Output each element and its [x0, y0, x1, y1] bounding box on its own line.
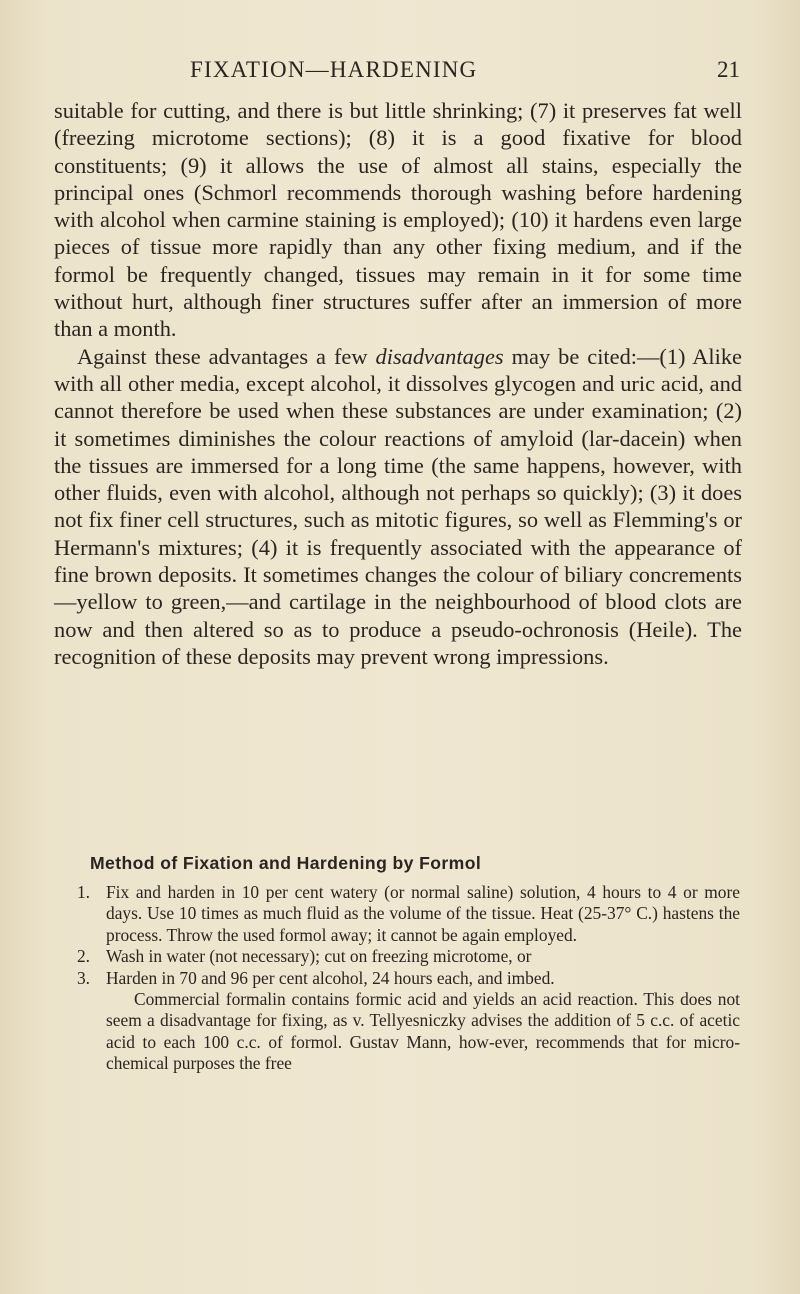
method-step-1 [62, 882, 740, 946]
paragraph-advantages [54, 97, 742, 343]
body-text [54, 97, 742, 670]
step-text: Wash in water (not necessary); cut on freezing microtome, or [106, 946, 532, 967]
emphasis-disadvantages: disadvantages [375, 343, 504, 369]
method-steps [62, 882, 740, 1075]
page-header [190, 57, 740, 91]
step-text: Harden in 70 and 96 per cent alcohol, 24 hours each, and imbed. [106, 967, 555, 988]
paragraph-text: may be cited:—(1) Alike with all other media, except alcohol, it dissolves glycogen and uric acid, and cannot therefore be used when these substances are under examination; (2) it sometimes diminishes the colour reactions of amyloid (lar-dacein) when the tissues are immersed for a long time (the same happens, however, with other fluids, even with alcohol, although not perhaps so quickly); (3) it does not fix finer cell structures, such as mitotic figures, so well as Flemming's or Hermann's mixtures; (4) it is frequently associated with the appearance of fine brown deposits. It sometimes changes the colour of biliary concrements—yellow to green,—and cartilage in the neighbourhood of blood clots are now and then altered so as to produce a pseudo-ochronosis (Heile). The recognition of these deposits may prevent wrong impressions. [54, 343, 742, 669]
step-text: Fix and harden in 10 per cent watery (or normal saline) solution, 4 hours to 4 or more days. Use 10 times as much fluid as the volume of the tissue. Heat (25-37° C.) hastens the process. Throw the used formol away; it cannot be again employed. [106, 882, 740, 945]
paragraph-disadvantages [54, 343, 742, 671]
paragraph-text: Against these advantages a few [77, 343, 376, 369]
method-step-3 [62, 968, 740, 1075]
running-head: FIXATION—HARDENING [190, 57, 478, 82]
step-note: Commercial formalin contains formic acid and yields an acid reaction. This does not seem a disadvantage for fixing, as v. Tellyesniczky advises the addition of 5 c.c. of acetic acid to each 100 c.c. of formol. Gustav Mann, how-ever, recommends that for micro-chemical purposes the free [106, 989, 740, 1074]
step-number: 2 . [62, 946, 90, 967]
method-step-2 [62, 946, 740, 967]
page-number: 21 [717, 57, 740, 82]
step-number: 3 . [62, 968, 90, 989]
paragraph-text: suitable for cutting, and there is but little shrinking; (7) it preserves fat well (freezing microtome sections); (8) it is a good fixative for blood constituents; (9) it allows the use of almost all stains, especially the principal ones (Schmorl recommends thorough washing before hardening with alcohol when carmine staining is employed); (10) it hardens even large pieces of tissue more rapidly than any other fixing medium, and if the formol be frequently changed, tissues may remain in it for some time without hurt, although finer structures suffer after an immersion of more than a month. [54, 98, 742, 342]
step-number: 1 . [62, 882, 90, 903]
section-title: Method of Fixation and Hardening by Formol [90, 853, 482, 873]
